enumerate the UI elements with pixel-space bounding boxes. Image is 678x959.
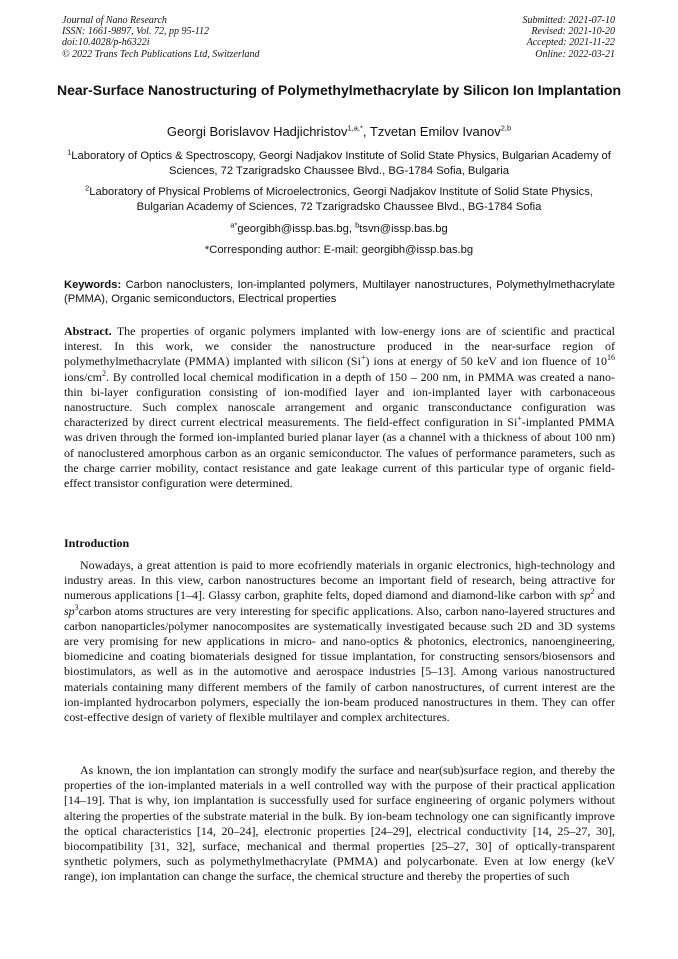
abstract-sup-16: 16: [607, 353, 616, 363]
email-separator: ,: [348, 223, 356, 235]
paper-title: Near-Surface Nanostructuring of Polymethylmethacrylate by Silicon Ion Implantation: [57, 82, 621, 98]
journal-header-right: [355, 15, 615, 60]
abstract-sup-2: 2: [102, 368, 106, 378]
journal-issn: ISSN: 1661-9897, Vol. 72, pp 95-112: [62, 26, 210, 38]
intro-paragraph-1: [64, 558, 615, 725]
keywords: [64, 278, 615, 306]
abstract-label: Abstract.: [64, 324, 112, 338]
sp2-sup: 2: [590, 587, 595, 597]
affiliation-2-text: Laboratory of Physical Problems of Microelectronics, Georgi Nadjakov Institute of Solid State Physics, Bulgarian Academy of Sciences, 72 Tzarigradsko Chaussee Blvd., BG-1784 Sofia: [89, 186, 593, 213]
abstract-sup-plus: +: [360, 353, 366, 363]
affiliation-1-number: 1: [67, 147, 72, 157]
email-a-link[interactable]: georgibh@issp.bas.bg: [237, 223, 349, 235]
date-online: Online: 2022-03-21: [535, 48, 615, 60]
sp-term-2: sp: [64, 603, 75, 618]
date-accepted: Accepted: 2021-11-22: [526, 37, 615, 49]
intro-paragraph-2: As known, the ion implantation can strongly modify the surface and near(sub)surface region, and thereby the properties of the ion-implanted materials in a well controlled way with the purpose of their practical application [14–19]. That is why, ion implantation is successfully used for surface engineering of organic polymers without altering the properties of the substrate material in the bulk. By ion-beam technology one can significantly improve the optical characteristics [14, 20–24], electronic properties [24–29], electrical conductivity [14, 25–27, 30], biocompatibility [31, 32], surface, mechanical and thermal properties [25–27, 30] of optically-transparent synthetic polymers, such as polymethylmethacrylate (PMMA) and polycarbonate. Even at low energy (keV range), ion implantation can change the surface, the chemical structure and thereby the properties of such: [64, 763, 615, 884]
corresponding-author: *Corresponding author: E-mail: georgibh@issp.bas.bg: [204, 244, 474, 256]
author-separator: ,: [362, 124, 370, 139]
journal-header-left: [62, 15, 362, 60]
email-a-mark: a*: [230, 220, 238, 230]
email-b-mark: b: [355, 220, 360, 230]
keywords-label: Keywords:: [64, 279, 122, 291]
author-line: [50, 124, 628, 140]
keywords-text: Carbon nanoclusters, Ion-implanted polymers, Multilayer nanostructures, Polymethylmethacrylate (PMMA), Organic semiconductors, Electrical properties: [64, 279, 615, 305]
journal-copyright: © 2022 Trans Tech Publications Ltd, Switzerland: [62, 48, 260, 60]
intro-p1-text-c: carbon atoms structures are very interesting for specific applications. Also, carbon nano-layered structures and carbon nanoparticles/polymer nanocomposites are systematically investigated because such 2D and 3D systems are very promising for new applications in micro- and nano-optics & photonics, electronics, nanoengineering, biomedicine and coating biomaterials designed for tissue implantation, for constructing sensors/biosensors and biostimulators, as well as in the automotive and aerospace industries [5–13]. Among various nanostructured materials containing many different members of the family of carbon nanostructures, of current interest are the ion-implanted hydrocarbon polymers, especially the ion-beam produced nanostructures in them. They can offer cost-effective design of variety of flexible multilayer and complex architectures.: [64, 603, 615, 725]
sp-term: sp: [579, 588, 591, 603]
affiliation-2-number: 2: [85, 183, 90, 193]
affiliation-1: [62, 149, 616, 179]
author-1-marks: 1,a,*: [347, 123, 363, 133]
author-2: Tzvetan Emilov Ivanov: [369, 124, 501, 139]
affiliation-1-text: Laboratory of Optics & Spectroscopy, Georgi Nadjakov Institute of Solid State Physics, Bulgarian Academy of Sciences, 72 Tzarigradsko Chaussee Blvd., BG-1784 Sofia, Bulgaria: [71, 150, 611, 177]
author-2-marks: 2,b: [500, 123, 512, 133]
abstract-text-5: -implanted PMMA was driven through the formed ion-implanted buried planar layer (as a channel with a thickness of about 100 nm) of nanoclustered amorphous carbon as an organic semiconductor. The values of performance parameters, such as the charge carrier mobility, contact resistance and gate leakage current of this particular type of organic field-effect transistor configuration were determined.: [64, 415, 615, 491]
abstract-text-1: The properties of organic polymers implanted with low-energy ions are of scientific and practical interest. In this work, we consider the nanostructure produced in the near-surface region of polymethylmethacrylate (PMMA) implanted with silicon (Si: [64, 324, 615, 369]
intro-p1-text-b: and: [594, 588, 615, 603]
abstract-text-2: ) ions at energy of 50 keV and ion fluence of 10: [365, 354, 608, 369]
date-revised: Revised: 2021-10-20: [531, 26, 615, 38]
abstract-text-4: . By controlled local chemical modification in a depth of 150 – 200 nm, in PMMA was created a nano-thin bi-layer configuration consisting of ion-modified layer and ion-implanted layer with carbonaceous nanostructure. Such complex nanoscale arrangement and organic transconductance configuration was characterized by direct current electrical measurements. The field-effect configuration in Si: [64, 369, 615, 430]
section-heading-introduction: Introduction: [64, 536, 130, 550]
author-1: Georgi Borislavov Hadjichristov: [166, 124, 348, 139]
affiliation-2: [62, 185, 616, 215]
abstract: [64, 324, 615, 491]
author-emails: [62, 222, 616, 236]
journal-name: Journal of Nano Research: [62, 15, 167, 26]
email-b-link[interactable]: tsvn@issp.bas.bg: [359, 223, 448, 235]
sp3-sup: 3: [74, 602, 79, 612]
date-submitted: Submitted: 2021-07-10: [522, 15, 615, 26]
journal-doi: doi:10.4028/p-h6322i: [62, 37, 150, 49]
intro-p1-text-a: Nowadays, a great attention is paid to more ecofriendly materials in organic electronics, high-technology and industry areas. In this view, carbon nanostructures become an important field of research, being attractive for numerous applications [1–4]. Glassy carbon, graphite felts, doped diamond and diamond-like carbon with: [64, 558, 615, 603]
abstract-sup-plus-2: +: [517, 414, 522, 424]
abstract-text-3: ions/cm: [64, 369, 102, 384]
